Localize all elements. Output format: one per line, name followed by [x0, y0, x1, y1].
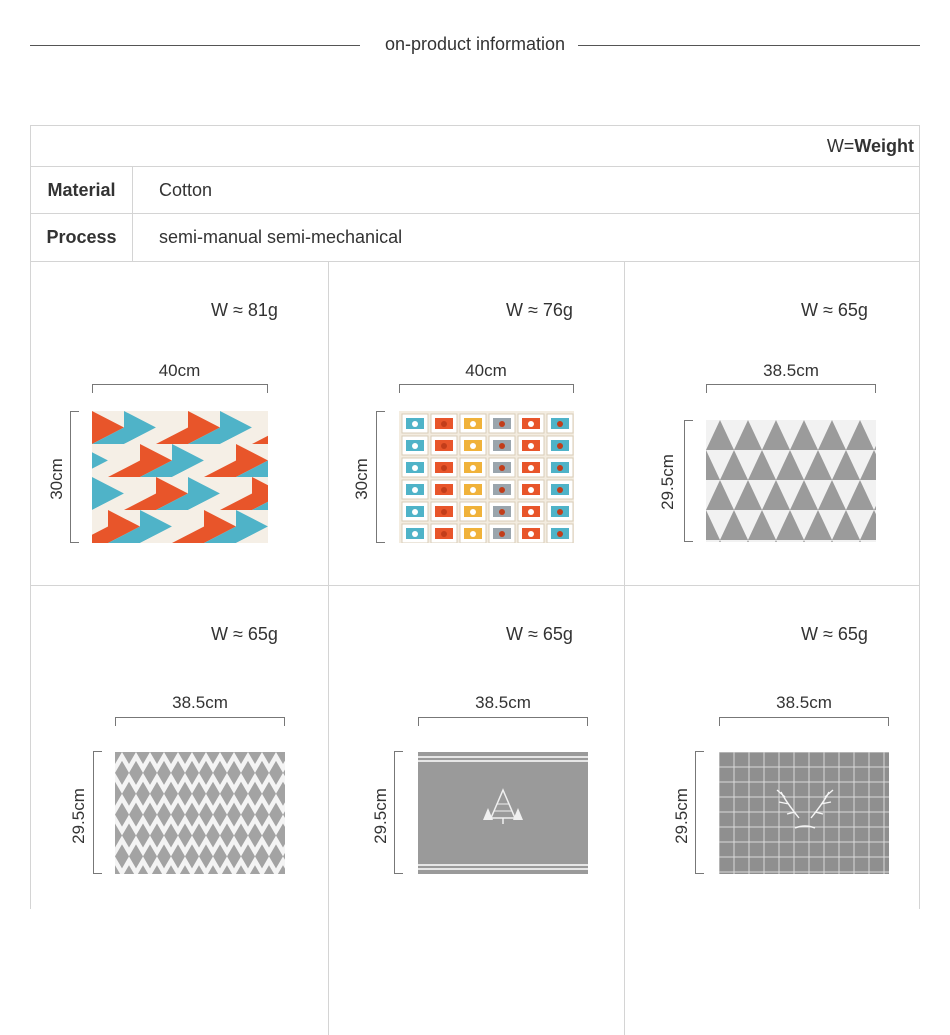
product-weight: W ≈ 65g: [801, 624, 868, 644]
product-weight: W ≈ 76g: [506, 300, 573, 320]
product-height: 29.5cm: [672, 788, 691, 844]
height-bracket: [394, 751, 403, 874]
product-weight: W ≈ 65g: [801, 300, 868, 320]
product-width: 38.5cm: [763, 361, 819, 380]
material-row: [31, 167, 919, 214]
height-bracket: [376, 411, 385, 543]
width-bracket: [92, 384, 268, 393]
height-bracket: [695, 751, 704, 874]
placemat-image: [418, 752, 588, 874]
product-width: 38.5cm: [776, 693, 832, 712]
product-height: 29.5cm: [658, 454, 677, 510]
product-cell: [31, 586, 328, 910]
material-label: Material: [31, 167, 133, 213]
placemat-image: [115, 752, 285, 874]
product-height: 29.5cm: [371, 788, 390, 844]
product-width: 40cm: [158, 361, 201, 380]
product-height: 30cm: [352, 458, 371, 500]
placemat-image: [706, 420, 876, 542]
weight-legend-row: [31, 126, 919, 167]
weight-legend: [827, 136, 914, 157]
product-width: 38.5cm: [475, 693, 531, 712]
width-bracket: [115, 717, 285, 726]
width-bracket: [706, 384, 876, 393]
process-label: Process: [31, 214, 133, 261]
page-title: [0, 34, 950, 55]
product-weight: W ≈ 65g: [506, 624, 573, 644]
product-height: 29.5cm: [69, 788, 88, 844]
product-weight: W ≈ 81g: [211, 300, 278, 320]
width-bracket: [399, 384, 574, 393]
process-value: semi-manual semi-mechanical: [159, 227, 403, 247]
placemat-image: [399, 411, 574, 543]
weight-legend-prefix: W=: [826, 136, 855, 156]
height-bracket: [684, 420, 693, 542]
product-weight: W ≈ 65g: [211, 624, 278, 644]
product-cell: [31, 262, 328, 585]
product-info-table: [30, 125, 920, 909]
product-cell: [624, 262, 919, 585]
placemat-image: [719, 752, 889, 874]
product-cell: [624, 586, 919, 910]
material-value: Cotton: [159, 179, 213, 200]
width-bracket: [719, 717, 889, 726]
page-title-text: on-product information: [377, 34, 573, 54]
product-width: 38.5cm: [172, 693, 228, 712]
height-bracket: [70, 411, 79, 543]
product-cell: [328, 586, 624, 910]
height-bracket: [93, 751, 102, 874]
width-bracket: [418, 717, 588, 726]
product-width: 40cm: [465, 361, 507, 380]
process-row: [31, 214, 919, 262]
product-height: 30cm: [47, 458, 66, 500]
weight-legend-word: Weight: [854, 136, 914, 156]
placemat-image: [92, 411, 268, 543]
product-cell: [328, 262, 624, 585]
